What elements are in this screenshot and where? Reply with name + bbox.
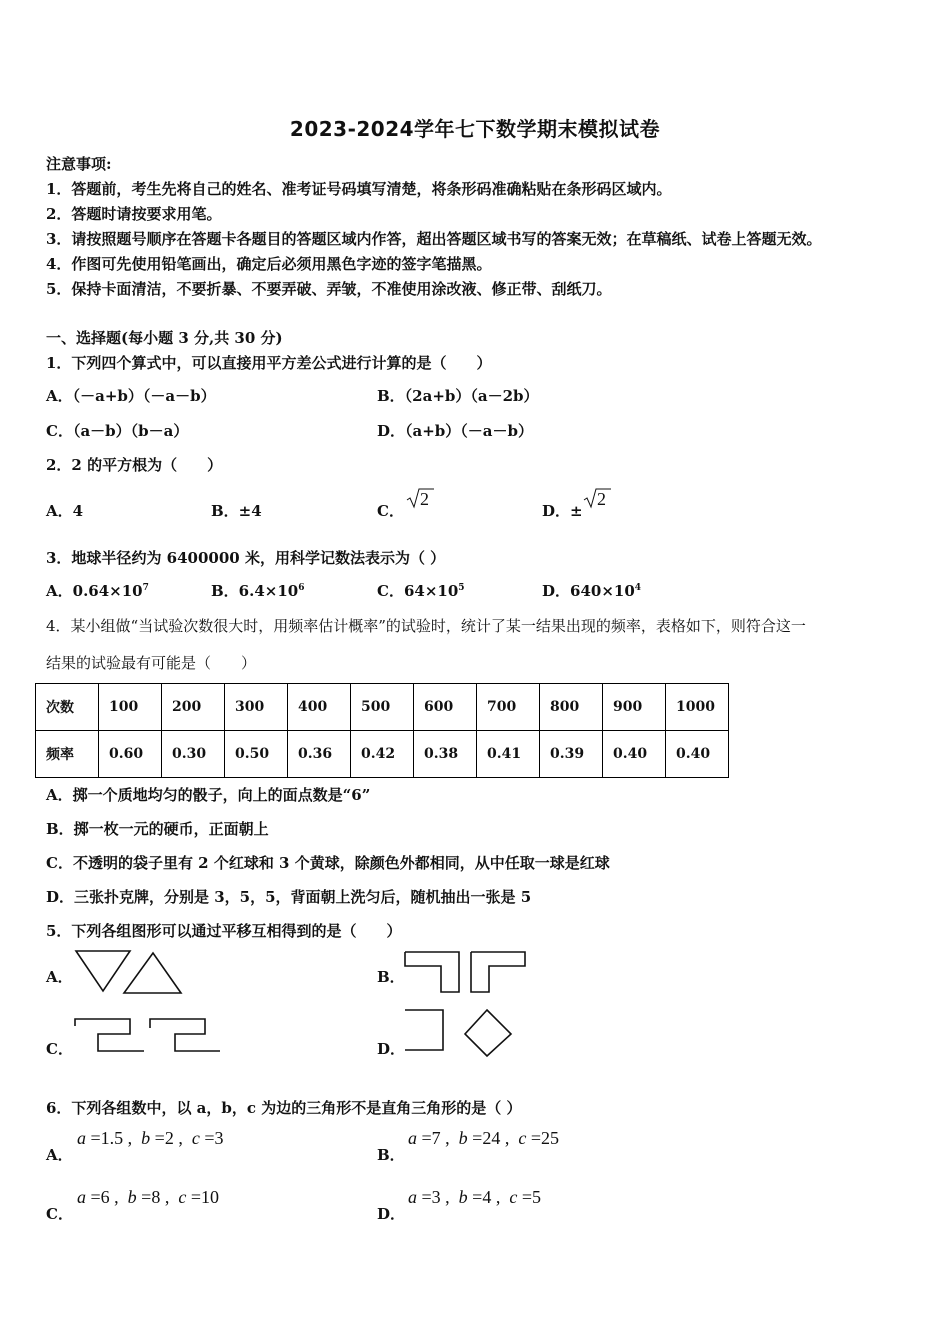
question-4-option-b: B．掷一枚一元的硬币，正面朝上 [46,820,269,838]
notice-item-3: 3．请按照题号顺序在答题卡各题目的答题区域内作答，超出答题区域书写的答案无效；在草稿纸、试卷上答题无效。 [46,230,822,248]
question-2-option-b: B．±4 [211,502,262,520]
question-5-option-b: B． [377,968,405,986]
question-2-option-d-radicand: 2 [597,489,606,509]
question-1-option-b: B．（2a+b）（a－2b） [377,387,539,405]
question-5-option-c: C． [46,1040,73,1058]
table-cell: 900 [603,684,666,731]
question-1-option-d: D．（a+b）（－a－b） [377,422,533,440]
question-6-option-d-values: a =3 , b =4 , c =5 [408,1187,541,1207]
table-row [36,731,729,778]
frequency-table [35,683,729,778]
table-cell: 0.40 [603,731,666,778]
table-cell: 800 [540,684,603,731]
l-shape-icon [405,952,459,992]
question-4-stem-line-2: 结果的试验最有可能是（ ） [46,654,257,672]
question-2-option-c: C． [377,502,404,520]
question-2-stem: 2．2 的平方根为（ ） [46,456,223,474]
table-cell: 0.38 [414,731,477,778]
table-cell: 700 [477,684,540,731]
question-2-option-d: D．± [542,502,583,520]
up-triangle-icon [124,953,181,993]
table-cell: 400 [288,684,351,731]
question-5-option-a: A． [46,968,73,986]
question-4-option-a: A．掷一个质地均匀的骰子，向上的面点数是“6” [46,786,371,804]
question-2-option-c-radicand: 2 [420,489,429,509]
question-3-option-c: C．$64\times 10^5$ [377,582,465,600]
notice-item-1: 1．答题前，考生先将自己的姓名、准考证号码填写清楚，将条形码准确粘贴在条形码区域内。 [46,180,672,198]
question-6-option-c-values: a =6 , b =8 , c =10 [77,1187,219,1207]
question-5-stem: 5．下列各组图形可以通过平移互相得到的是（ ） [46,922,402,940]
question-1-stem: 1．下列四个算式中，可以直接用平方差公式进行计算的是（ ） [46,354,492,372]
question-6-option-b-values: a =7 , b =24 , c =25 [408,1128,559,1148]
question-3-option-b: B．$6.4\times 10^6$ [211,582,305,600]
question-6-option-c: C． [46,1205,73,1223]
figure-triangles [74,948,186,996]
table-cell: 0.60 [99,731,162,778]
diamond-icon [465,1010,511,1056]
table-cell: 500 [351,684,414,731]
question-6-option-d: D． [377,1205,406,1223]
question-6-option-a: A． [46,1146,73,1164]
question-1-option-c: C．（a－b）（b－a） [46,422,189,440]
down-triangle-icon [76,951,130,991]
notice-heading: 注意事项: [46,155,112,173]
table-cell: 0.39 [540,731,603,778]
question-4-stem-line-1: 4．某小组做“当试验次数很大时，用频率估计概率”的试验时，统计了某一结果出现的频率，表格如下，则符合这一 [46,617,806,635]
table-cell: 0.30 [162,731,225,778]
table-cell: 0.36 [288,731,351,778]
table-row-head: 次数 [36,684,99,731]
table-cell: 0.41 [477,731,540,778]
question-4-option-c: C．不透明的袋子里有 2 个红球和 3 个黄球，除颜色外都相同，从中任取一球是红球 [46,854,610,872]
table-cell: 0.42 [351,731,414,778]
notice-item-4: 4．作图可先使用铅笔画出，确定后必须用黑色字迹的签字笔描黑。 [46,255,492,273]
question-6-option-b: B． [377,1146,405,1164]
question-3-option-d: D．$640\times 10^4$ [542,582,642,600]
table-cell: 0.50 [225,731,288,778]
l-shape-icon [471,952,525,992]
question-4-option-d: D．三张扑克牌，分别是 3，5，5，背面朝上洗匀后，随机抽出一张是 5 [46,888,532,906]
question-6-stem: 6．下列各组数中，以 a，b，c 为边的三角形不是直角三角形的是（ ） [46,1099,522,1117]
figure-square-diamond [403,1008,515,1058]
hook-shape-icon [75,1019,144,1051]
question-3-option-a: A．$0.64\times 10^7$ [46,582,149,600]
table-cell: 0.40 [666,731,729,778]
square-icon [405,1010,443,1050]
hook-shape-icon [150,1019,220,1051]
question-3-stem: 3．地球半径约为 6400000 米，用科学记数法表示为（ ） [46,549,446,567]
page-title: 2023-2024学年七下数学期末模拟试卷 [289,117,661,141]
table-row [36,684,729,731]
table-cell: 200 [162,684,225,731]
table-cell: 300 [225,684,288,731]
figure-l-shapes [403,950,529,996]
notice-item-2: 2．答题时请按要求用笔。 [46,205,222,223]
question-2-option-a: A．4 [46,502,84,520]
table-cell: 100 [99,684,162,731]
table-cell: 600 [414,684,477,731]
question-6-option-a-values: a =1.5 , b =2 , c =3 [77,1128,224,1148]
question-5-option-d: D． [377,1040,406,1058]
question-1-option-a: A．（－a+b）（－a－b） [46,387,216,405]
section-heading: 一、选择题(每小题 3 分,共 30 分) [46,329,283,347]
figure-hooks [72,1016,224,1058]
table-cell: 1000 [666,684,729,731]
notice-item-5: 5．保持卡面清洁，不要折暴、不要弄破、弄皱，不准使用涂改液、修正带、刮纸刀。 [46,280,612,298]
table-row-head: 频率 [36,731,99,778]
